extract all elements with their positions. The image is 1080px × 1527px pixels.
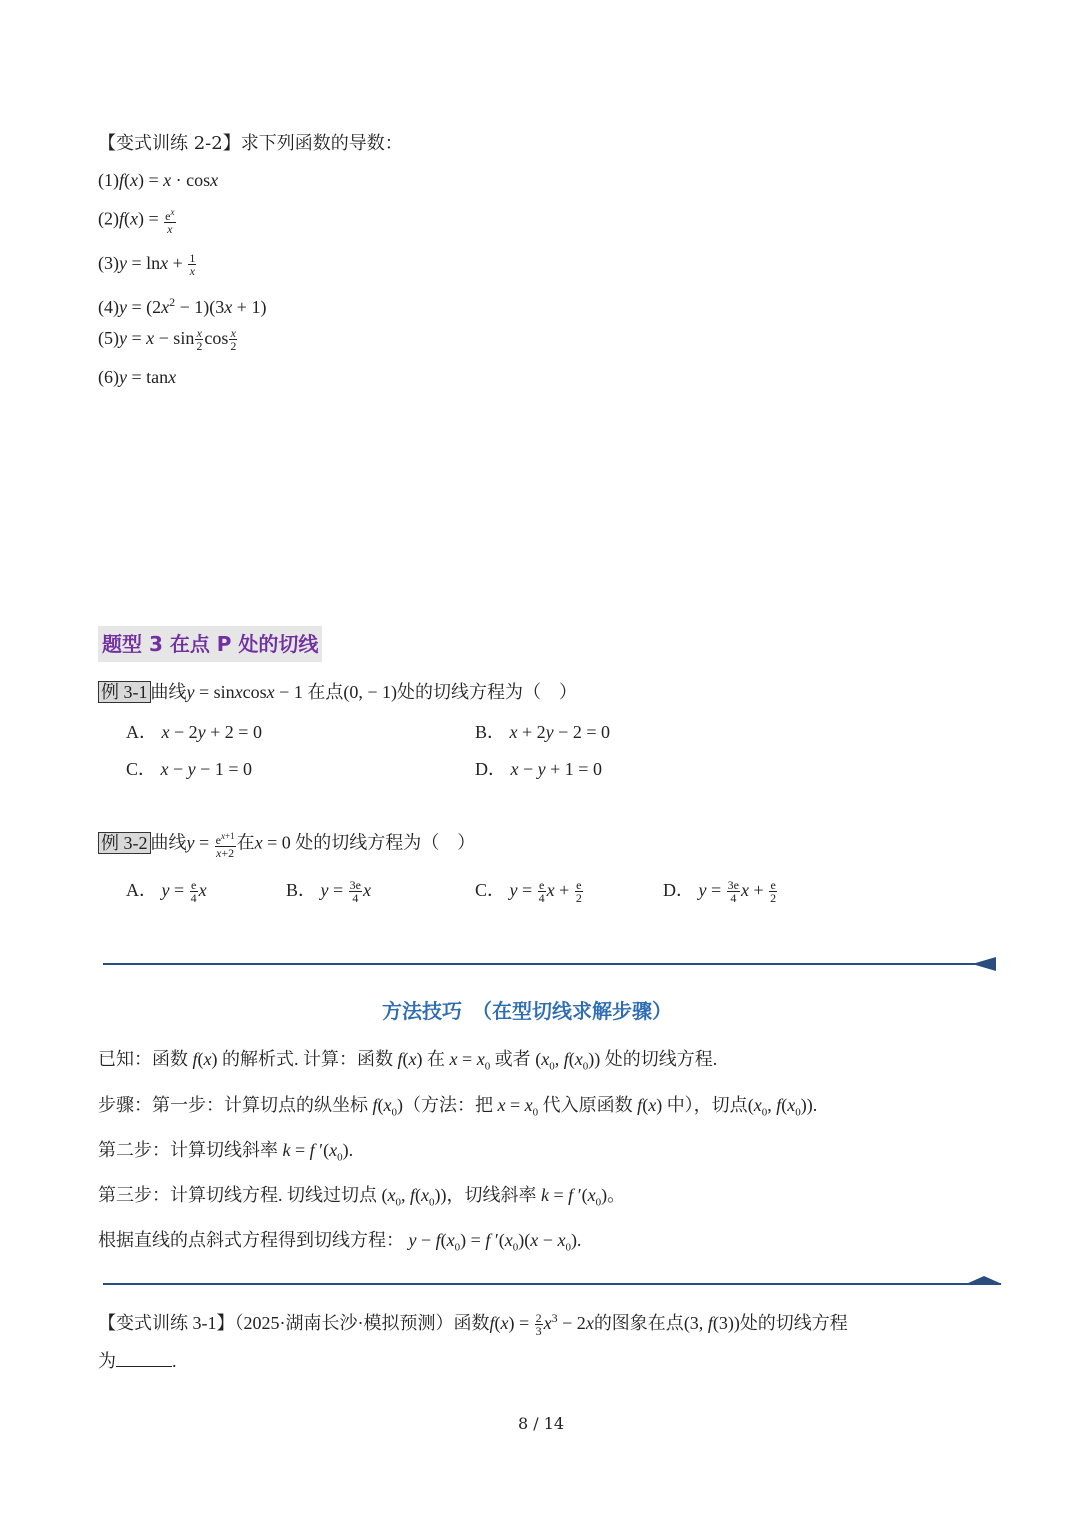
item-4: $(4)y = (2x^2 - 1)(3x + 1)$ xyxy=(98,295,267,317)
method-line-5: 根据直线的点斜式方程得到切线方程： $y - f(x_0) = f$ $'(x_0)(x - x_0)$. xyxy=(98,1230,582,1254)
divider-arrow xyxy=(972,957,996,971)
option-c[interactable]: C． y = $\frac{e}{4}$ x + $\frac{e}{2}$ xyxy=(475,878,582,906)
option-d[interactable]: D． y = $\frac{3e}{4}$ x + $\frac{e}{2}$ xyxy=(663,878,777,906)
option-b[interactable]: B． x + 2y − 2 = 0 xyxy=(475,722,610,742)
item-6: (6)y = tanx xyxy=(98,367,177,387)
method-line-2: 步骤：第一步：计算切点的纵坐标 $f(x_0)$（方法：把 $x = x_0$ 代入原函数 f(x) 中），切点($x_0$, $f(x_0)$). xyxy=(98,1095,818,1119)
option-d[interactable]: D． x − y + 1 = 0 xyxy=(475,759,602,779)
item-5: (5)y = x − sin $\frac{x}{2}$ cos $\frac{x}{2}$ xyxy=(98,326,237,354)
exercise-3-1: 【变式训练 3-1】（2025·湖南长沙·模拟预测）函数f(x) = $\frac{2}{3}$ $x^3 - 2x$的图象在点(3, f(3))处的切线方程 xyxy=(98,1311,848,1339)
example-tag: 例 3-2 xyxy=(98,832,151,854)
page-number: 8 / 14 xyxy=(518,1414,565,1433)
example-3-2: 例 3-2 曲线y = $\frac{e^{x+1}}{x+2}$ 在x = 0 处的切线方程为（ ） xyxy=(98,830,475,859)
option-c[interactable]: C． x − y − 1 = 0 xyxy=(126,759,252,779)
method-title: 方法技巧 （在型切线求解步骤） xyxy=(382,999,672,1023)
section-3-heading: 题型 3 在点 P 处的切线 xyxy=(98,628,322,657)
divider-arrow xyxy=(966,1276,1002,1284)
divider-top xyxy=(103,963,993,965)
method-line-3: 第二步：计算切线斜率 k = f $'(x_0)$. xyxy=(98,1140,354,1164)
option-a[interactable]: A． x − 2y + 2 = 0 xyxy=(126,722,262,742)
method-line-4: 第三步：计算切线方程. 切线过切点 ($x_0$, $f(x_0)$)，切线斜率 k = f $'(x_0)$。 xyxy=(98,1185,626,1209)
exercise-3-1-line-2: 为 . xyxy=(98,1351,177,1371)
item-1: (1)f(x) = x · cosx xyxy=(98,170,219,190)
example-3-1: 例 3-1 曲线y = sinxcosx − 1 在点(0, − 1)处的切线方程为（ ） xyxy=(98,680,577,704)
option-b[interactable]: B． y = $\frac{3e}{4}$ x xyxy=(286,878,371,906)
exercise-2-2-title: 【变式训练 2-2】求下列函数的导数： xyxy=(98,133,403,154)
item-2: (2)f(x) = $\frac{e^x}{x}$ xyxy=(98,207,175,236)
method-line-1: 已知：函数 f(x) 的解析式. 计算：函数 f(x) 在 $x = x_0$ 或者 ($x_0$, $f(x_0)$) 处的切线方程. xyxy=(98,1049,718,1073)
divider-bottom xyxy=(103,1283,1001,1285)
example-tag: 例 3-1 xyxy=(98,681,151,703)
item-3: (3)y = lnx + $\frac{1}{x}$ xyxy=(98,251,196,279)
option-a[interactable]: A． y = $\frac{e}{4}$ x xyxy=(126,878,207,906)
answer-blank[interactable] xyxy=(116,1350,172,1367)
